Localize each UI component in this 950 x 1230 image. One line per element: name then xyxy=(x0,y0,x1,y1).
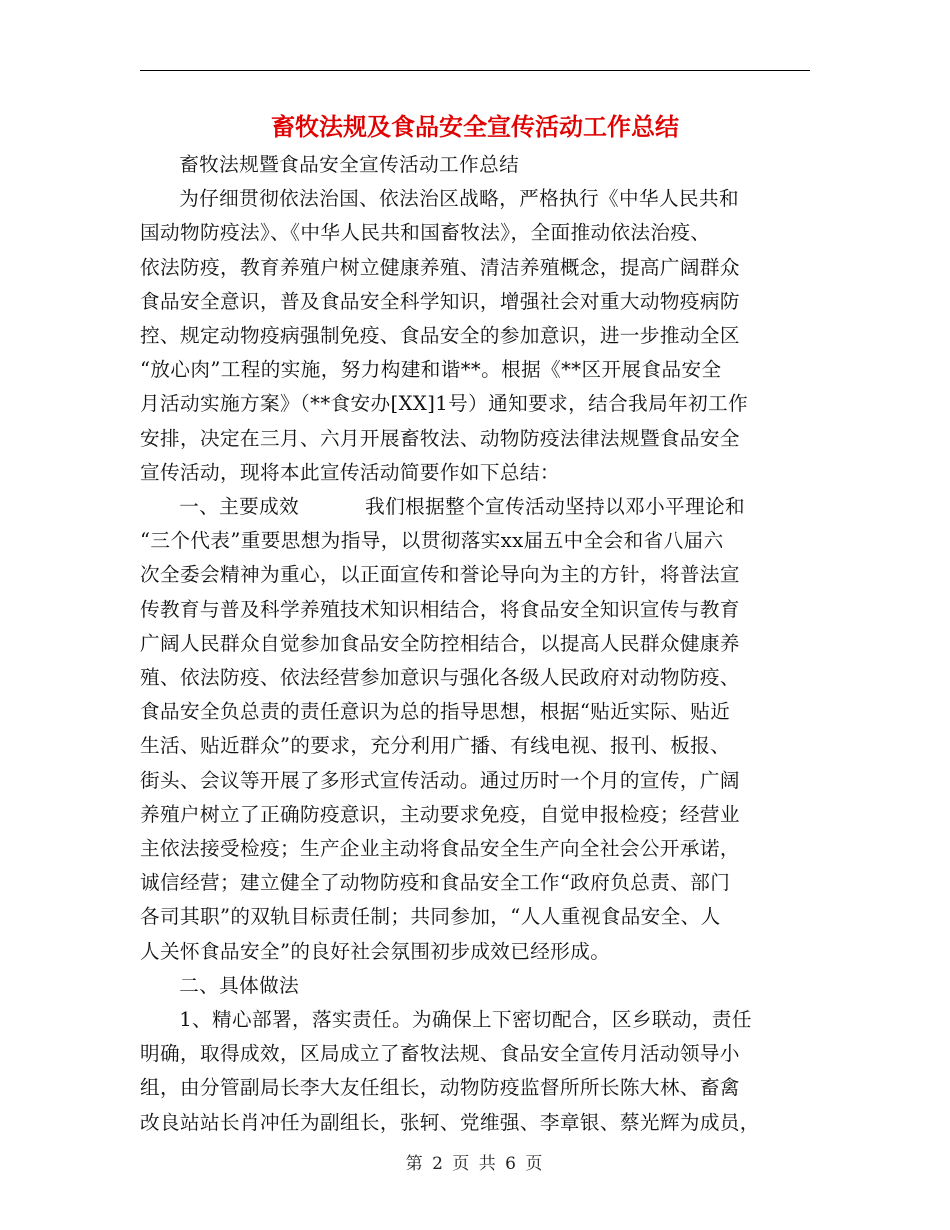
body-line: 人关怀食品安全”的良好社会氛围初步成效已经形成。 xyxy=(140,939,611,963)
body-line: 畜牧法规暨食品安全宣传活动工作总结 xyxy=(179,153,520,176)
body-line: 诚信经营；建立健全了动物防疫和食品安全工作“政府负总责、部门 xyxy=(140,871,731,895)
body-line: 食品安全意识，普及食品安全科学知识，增强社会对重大动物疫病防 xyxy=(140,289,740,313)
body-line: 1、精心部署，落实责任。为确保上下密切配合，区乡联动，责任 xyxy=(179,1008,752,1032)
body-line: “放心肉”工程的实施，努力构建和谐**。根据《**区开展食品安全 xyxy=(140,358,722,382)
document-title: 畜牧法规及食品安全宣传活动工作总结 xyxy=(271,112,679,141)
body-line: 生活、贴近群众”的要求，充分利用广播、有线电视、报刊、板报、 xyxy=(140,734,731,758)
body-line: 传教育与普及科学养殖技术知识相结合，将食品安全知识宣传与教育 xyxy=(140,597,740,621)
document-body xyxy=(140,148,810,1140)
body-line: 依法防疫，教育养殖户树立健康养殖、清洁养殖概念，提高广阔群众 xyxy=(140,255,740,279)
header-rule xyxy=(140,70,810,71)
body-line: 食品安全负总责的责任意识为总的指导思想，根据“贴近实际、贴近 xyxy=(140,700,731,724)
body-line: 宣传活动，现将本此宣传活动简要作如下总结： xyxy=(140,460,560,484)
body-line: “三个代表”重要思想为指导，以贯彻落实xx届五中全会和省八届六 xyxy=(140,529,724,553)
body-line: 主依法接受检疫；生产企业主动将食品安全生产向全社会公开承诺， xyxy=(140,837,740,861)
body-line: 街头、会议等开展了多形式宣传活动。通过历时一个月的宣传，广阔 xyxy=(140,768,740,792)
section-heading: 二、具体做法 xyxy=(179,973,300,997)
body-line: 殖、依法防疫、依法经营参加意识与强化各级人民政府对动物防疫、 xyxy=(140,666,740,690)
body-line: 月活动实施方案》（**食安办[XX]1号）通知要求，结合我局年初工作 xyxy=(140,392,749,416)
body-line: 广阔人民群众自觉参加食品安全防控相结合，以提高人民群众健康养 xyxy=(140,631,740,655)
body-line: 改良站站长肖冲任为副组长，张轲、党维强、李章银、蔡光辉为成员， xyxy=(140,1110,760,1134)
body-line: 为仔细贯彻依法治国、依法治区战略，严格执行《中华人民共和 xyxy=(179,187,740,211)
body-line: 次全委会精神为重心，以正面宣传和誉论导向为主的方针，将普法宣 xyxy=(140,563,740,587)
page-number-footer: 第 2 页 共 6 页 xyxy=(405,1154,545,1174)
section-heading: 一、主要成效 xyxy=(179,495,300,519)
body-line: 我们根据整个宣传活动坚持以邓小平理论和 xyxy=(365,495,746,519)
body-line: 安排，决定在三月、六月开展畜牧法、动物防疫法律法规暨食品安全 xyxy=(140,426,740,450)
body-line: 养殖户树立了正确防疫意识，主动要求免疫，自觉申报检疫；经营业 xyxy=(140,802,740,826)
body-line: 各司其职”的双轨目标责任制；共同参加，“人人重视食品安全、人 xyxy=(140,905,721,929)
body-line: 国动物防疫法》、《中华人民共和国畜牧法》，全面推动依法治疫、 xyxy=(140,221,711,245)
body-line: 组，由分管副局长李大友任组长，动物防疫监督所所长陈大林、畜禽 xyxy=(140,1076,740,1100)
section-heading-line xyxy=(140,490,810,524)
body-line: 控、规定动物疫病强制免疫、食品安全的参加意识，进一步推动全区 xyxy=(140,324,740,348)
body-line: 明确，取得成效，区局成立了畜牧法规、食品安全宣传月活动领导小 xyxy=(140,1042,740,1066)
